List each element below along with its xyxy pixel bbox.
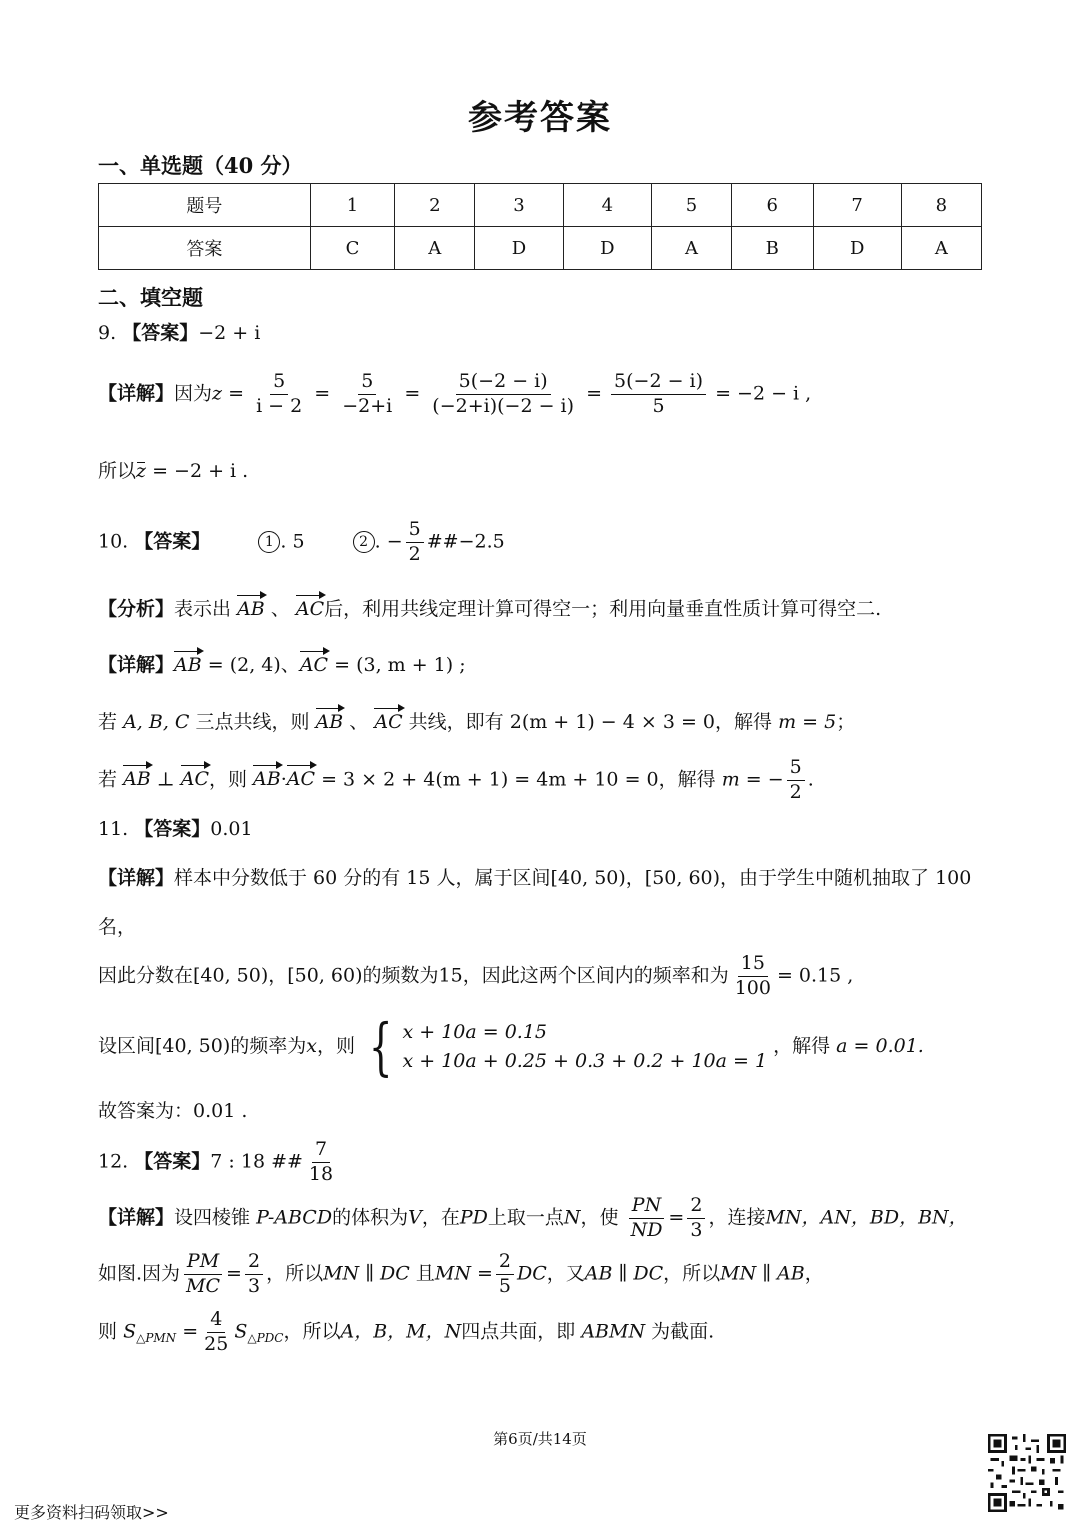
q12-answer-line [98,1140,339,1185]
equals: = [404,382,421,405]
equals: = [182,1320,199,1343]
promo-text[interactable]: 更多资料扫码领取>> [14,1503,169,1522]
math-var: MN = [434,1262,493,1285]
table-answer-label: 答案 [99,227,311,270]
table-cell: B [732,227,813,270]
text: ，则 [208,768,247,791]
text: 如图.因为 [98,1262,181,1285]
table-cell: 4 [563,184,651,227]
denominator: 2 [408,542,421,565]
math-parallel: AB ∥ DC [584,1262,664,1285]
question-number: 9. [98,322,117,344]
q10-analysis-line [98,600,881,619]
denominator: MC [186,1274,221,1297]
table-cell: A [901,227,981,270]
question-number: 12. [98,1150,129,1173]
answer-tag: 【答案】 [134,530,211,553]
denominator: ND [630,1218,663,1241]
answer-tag: 【答案】 [134,1150,211,1173]
equation-row: x + 10a + 0.25 + 0.3 + 0.2 + 10a = 1 [402,1050,768,1072]
table-cell: 1 [310,184,395,227]
denominator: −2+i [342,394,393,417]
question-number: 11. [98,818,129,840]
math-var: N [563,1206,581,1229]
math-parallel: MN ∥ AB [720,1262,805,1285]
math-var: S [123,1320,137,1343]
numerator: 5 [270,372,288,395]
q9-answer-line [98,324,260,343]
numerator: 5(−2 − i) [456,372,551,395]
math-points: A, B, C [123,711,190,733]
vector-ac: AC [295,598,325,620]
answer-value: 7 : 18 ## [210,1150,303,1173]
subscript: △PMN [136,1331,177,1346]
q11-detail-line [98,869,971,888]
dot-symbol: · [280,768,287,791]
q9-conclusion-line [98,462,248,481]
numerator: 15 [738,954,768,977]
math-name: P-ABCD [256,1206,333,1229]
text: 且 [415,1262,435,1285]
text: . [807,768,814,791]
equals: = [586,382,602,405]
math-var: PD [459,1206,488,1229]
analysis-tag: 【分析】 [98,598,175,620]
text: ，解得 [715,711,773,733]
text: 共线，即有 [408,711,504,733]
denominator: 5 [652,394,665,417]
q12-area-line [98,1310,714,1355]
denominator: 3 [690,1218,703,1241]
text: 的体积为 [332,1206,409,1229]
circled-number: 1 [258,531,280,553]
table-cell: D [813,227,901,270]
table-cell: A [395,227,475,270]
table-row-numbers [99,184,982,227]
table-cell: 5 [651,184,731,227]
text: 三点共线，则 [195,711,310,733]
numerator: 4 [207,1310,225,1333]
numerator: 5 [787,758,805,781]
q12-parallel-line [98,1252,824,1297]
text: = (3, m + 1) ; [334,654,466,676]
q11-frequency-line [98,954,853,999]
table-cell: 2 [395,184,475,227]
numerator: 2 [687,1196,705,1219]
math-var: z [212,382,223,405]
text: 、 [280,654,300,676]
answer-value: −2 + i [198,322,261,344]
fraction [732,954,774,999]
text: ，解得 [773,1035,831,1057]
text: 四点共面，即 [461,1320,576,1343]
math-var: ABMN [581,1320,646,1343]
detail-tag: 【详解】 [98,1206,175,1229]
brace-icon: { [368,1010,393,1083]
table-cell: C [310,227,395,270]
text: . [374,530,381,553]
fraction [253,372,305,417]
text: 、 [270,598,290,620]
text: ，又 [546,1262,585,1285]
vector-ab: AB [315,711,344,733]
text: 样本中分数低于 60 分的有 15 人，属于区间[40, 50)，[50, 60)，由于学生中随机抽取了 100 [174,867,972,889]
page-title: 参考答案 [468,98,612,138]
text: . 5 [280,530,305,553]
q10-collinear-line [98,713,855,732]
question-number: 10. [98,530,129,553]
text: ，解得 [658,768,716,791]
detail-tag: 【详解】 [98,382,175,405]
table-cell: A [651,227,731,270]
numerator: 7 [312,1140,330,1163]
text: ，连接 [708,1206,766,1229]
table-cell: D [563,227,651,270]
text: 表示出 [174,598,232,620]
vector-ab: AB [174,654,202,676]
detail-tag: 【详解】 [98,654,175,676]
fraction [628,1196,666,1241]
text: 上取一点 [487,1206,564,1229]
q10-perpendicular-line [98,758,814,803]
section-heading-fill-in: 二、填空题 [98,285,203,310]
answer-value: 0.01 [210,818,253,840]
fraction [183,1252,223,1297]
table-cell: 3 [475,184,563,227]
fraction [429,372,577,417]
math-var: x [306,1035,317,1057]
text: = −2 − i , [715,382,812,405]
vector-ac: AC [286,768,316,791]
perpendicular-symbol: ⊥ [156,768,175,791]
minus-sign: − [386,530,403,553]
vector-ab: AB [123,768,151,791]
q9-detail-line [98,372,811,417]
equals: = [228,382,245,405]
denominator: 2 [789,780,802,803]
text: 后，利用共线定理计算可得空一；利用向量垂直性质计算可得空二. [324,598,882,620]
vector-ac: AC [299,654,329,676]
q10-answer-line [98,520,505,565]
text: 则 [98,1320,118,1343]
numerator: 2 [496,1252,514,1275]
text: ， [804,1262,824,1285]
equals: = [668,1206,685,1229]
fraction [611,372,706,417]
vector-ac: AC [180,768,209,791]
math-var: DC [517,1262,547,1285]
math-equation: = 3 × 2 + 4(m + 1) = 4m + 10 = 0 [321,768,659,791]
text: 若 [98,768,118,791]
equation-row: x + 10a = 0.15 [402,1021,548,1043]
fraction [787,758,805,803]
denominator: 3 [247,1274,261,1297]
numerator: 5 [358,372,376,395]
q12-detail-line [98,1196,968,1241]
equals: = [226,1262,242,1285]
text: ，所以 [283,1320,341,1343]
math-list: MN，AN，BD，BN， [765,1206,968,1229]
table-cell: D [475,227,563,270]
equals: = [314,382,331,405]
denominator: 5 [498,1274,511,1297]
text: 为截面. [651,1320,715,1343]
numerator: PN [629,1196,664,1219]
q11-conclusion-line: 故答案为：0.01 . [98,1100,248,1122]
text: = 0.15 , [776,964,854,987]
table-cell: 8 [901,184,981,227]
fraction [339,372,395,417]
q11-system-line [98,1010,924,1083]
table-cell: 7 [813,184,901,227]
text: 因此分数在[40, 50)，[50, 60)的频数为15，因此这两个区间内的频率和为 [98,964,729,987]
math-parallel: MN ∥ DC [323,1262,410,1285]
section-heading-single-choice: 一、单选题（40 分） [98,153,303,178]
text: = −2 + i . [152,460,249,482]
fraction [306,1140,336,1185]
fraction [201,1310,231,1355]
text: ，则 [316,1035,355,1057]
table-row-answers [99,227,982,270]
table-header-label: 题号 [99,184,311,227]
numerator: 5 [406,520,424,543]
fraction [496,1252,514,1297]
answer-table [98,183,982,270]
denominator: 100 [734,976,771,999]
math-var: V [408,1206,422,1229]
page-number: 第6页/共14页 [493,1430,587,1448]
q10-detail-line [98,656,466,675]
answer-tag: 【答案】 [134,818,211,840]
denominator: 25 [204,1332,229,1355]
fraction [687,1196,705,1241]
detail-tag: 【详解】 [98,867,175,889]
text: 若 [98,711,118,733]
math-result: m = − [721,768,784,791]
denominator: (−2+i)(−2 − i) [432,394,575,417]
denominator: i − 2 [256,394,303,417]
math-result: m = 5 [778,711,837,733]
math-equation: 2(m + 1) − 4 × 3 = 0 [509,711,716,733]
numerator: 5(−2 − i) [611,372,706,395]
text: ，在 [421,1206,460,1229]
text: ，使 [580,1206,619,1229]
qr-code-icon[interactable] [988,1434,1066,1512]
denominator: 18 [308,1162,334,1185]
text: ； [836,711,856,733]
text: ，所以 [266,1262,324,1285]
math-result: a = 0.01. [836,1035,924,1057]
answer-tag: 【答案】 [122,322,199,344]
circled-number: 2 [353,531,375,553]
equation-system [361,1010,768,1083]
fraction [406,520,424,565]
text: 所以 [98,460,137,482]
table-cell: 6 [732,184,813,227]
vector-ab: AB [253,768,281,791]
numerator: 2 [245,1252,263,1275]
z-conjugate: z [136,460,147,482]
text: 设区间[40, 50)的频率为 [98,1035,307,1057]
math-points: A，B，M，N [340,1320,462,1343]
vector-ac: AC [374,711,403,733]
vector-ab: AB [237,598,265,620]
text: 、 [349,711,369,733]
subscript: △PDC [247,1331,284,1346]
fraction [245,1252,263,1297]
text: 因为 [174,382,213,405]
text: ##−2.5 [426,530,505,553]
text: ，所以 [663,1262,721,1285]
q11-answer-line [98,820,253,839]
text: = (2, 4) [207,654,281,676]
math-var: S [234,1320,248,1343]
q11-detail-line-2: 名， [98,916,137,938]
numerator: PM [184,1252,222,1275]
text: 设四棱锥 [174,1206,251,1229]
